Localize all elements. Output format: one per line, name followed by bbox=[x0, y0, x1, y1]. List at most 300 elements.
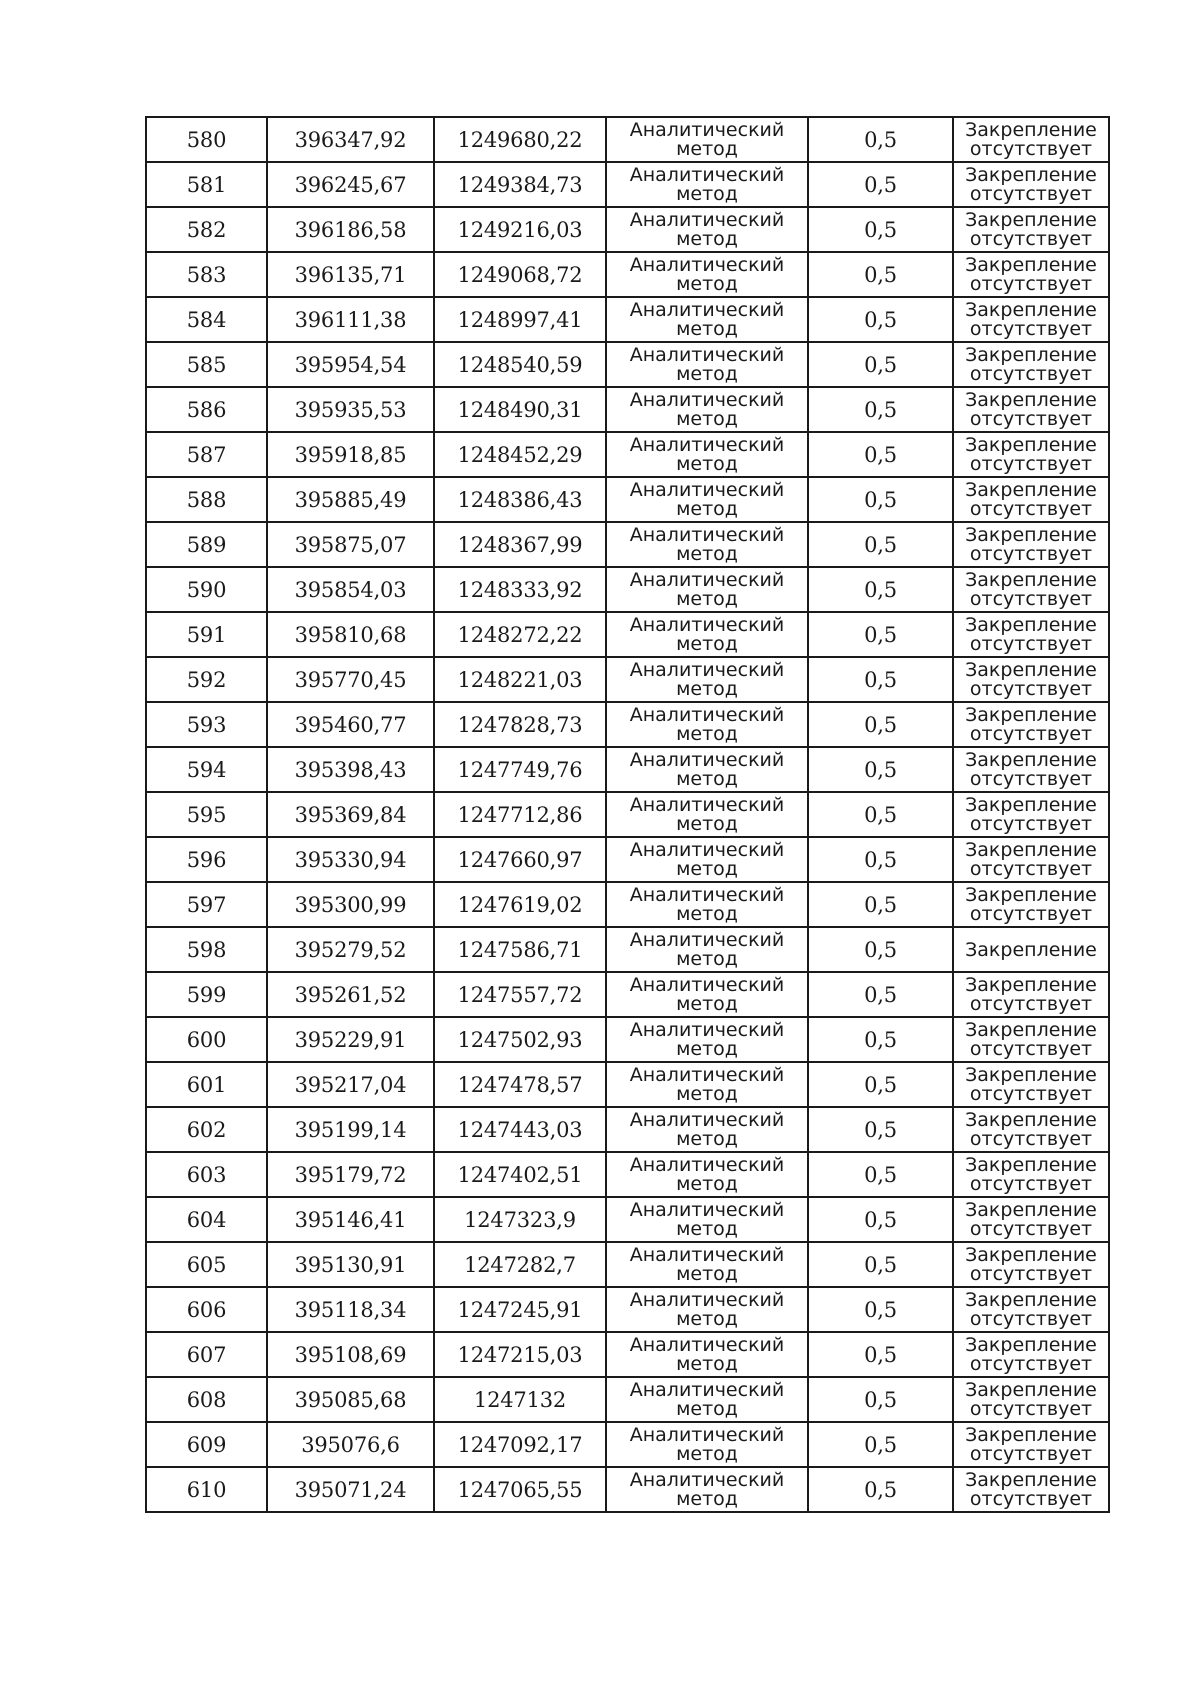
method-cell-line2: метод bbox=[676, 184, 738, 204]
method-cell-line1: Аналитический bbox=[629, 253, 785, 276]
accuracy-cell: 0,5 bbox=[808, 387, 953, 432]
accuracy-cell: 0,5 bbox=[808, 342, 953, 387]
x-coordinate-cell: 395199,14 bbox=[267, 1107, 434, 1152]
x-coordinate-cell: 395875,07 bbox=[267, 522, 434, 567]
method-cell-line2: метод bbox=[676, 229, 738, 249]
point-number-cell: 608 bbox=[146, 1377, 267, 1422]
fixing-cell-line2: отсутствует bbox=[969, 1084, 1093, 1104]
accuracy-cell: 0,5 bbox=[808, 1242, 953, 1287]
point-number-cell: 583 bbox=[146, 252, 267, 297]
fixing-cell-line1: Закрепление bbox=[965, 478, 1097, 501]
x-coordinate-cell: 395885,49 bbox=[267, 477, 434, 522]
method-cell-line2: метод bbox=[676, 1489, 738, 1509]
method-cell bbox=[606, 612, 808, 657]
x-coordinate-cell: 395300,99 bbox=[267, 882, 434, 927]
fixing-cell-line2: отсутствует bbox=[969, 364, 1093, 384]
y-coordinate-cell: 1248367,99 bbox=[434, 522, 606, 567]
fixing-cell-line1: Закрепление bbox=[965, 1198, 1097, 1221]
x-coordinate-cell: 395229,91 bbox=[267, 1017, 434, 1062]
method-cell-line1: Аналитический bbox=[629, 1198, 785, 1221]
method-cell bbox=[606, 972, 808, 1017]
accuracy-cell: 0,5 bbox=[808, 612, 953, 657]
accuracy-cell: 0,5 bbox=[808, 477, 953, 522]
table-row bbox=[146, 522, 1109, 567]
method-cell-line1: Аналитический bbox=[629, 1018, 785, 1041]
fixing-cell-line2: отсутствует bbox=[969, 1039, 1093, 1059]
method-cell-line2: метод bbox=[676, 319, 738, 339]
point-number-cell: 605 bbox=[146, 1242, 267, 1287]
method-cell-line1: Аналитический bbox=[629, 1243, 785, 1266]
y-coordinate-cell: 1249068,72 bbox=[434, 252, 606, 297]
y-coordinate-cell: 1247749,76 bbox=[434, 747, 606, 792]
table-row bbox=[146, 1467, 1109, 1512]
fixing-cell-line2: отсутствует bbox=[969, 904, 1093, 924]
y-coordinate-cell: 1247502,93 bbox=[434, 1017, 606, 1062]
fixing-cell bbox=[953, 1152, 1109, 1197]
fixing-cell-line2: отсутствует bbox=[969, 1489, 1093, 1509]
y-coordinate-cell: 1249216,03 bbox=[434, 207, 606, 252]
y-coordinate-cell: 1247478,57 bbox=[434, 1062, 606, 1107]
fixing-cell-line1: Закрепление bbox=[965, 253, 1097, 276]
y-coordinate-cell: 1247132 bbox=[434, 1377, 606, 1422]
table-row bbox=[146, 252, 1109, 297]
point-number-cell: 592 bbox=[146, 657, 267, 702]
fixing-cell bbox=[953, 1287, 1109, 1332]
fixing-cell bbox=[953, 477, 1109, 522]
y-coordinate-cell: 1247323,9 bbox=[434, 1197, 606, 1242]
fixing-cell bbox=[953, 837, 1109, 882]
table-row bbox=[146, 1062, 1109, 1107]
point-number-cell: 584 bbox=[146, 297, 267, 342]
x-coordinate-cell: 395279,52 bbox=[267, 927, 434, 972]
method-cell bbox=[606, 747, 808, 792]
fixing-cell bbox=[953, 972, 1109, 1017]
method-cell bbox=[606, 567, 808, 612]
method-cell bbox=[606, 1242, 808, 1287]
method-cell-line1: Аналитический bbox=[629, 1333, 785, 1356]
method-cell-line2: метод bbox=[676, 499, 738, 519]
method-cell bbox=[606, 432, 808, 477]
fixing-cell-line1: Закрепление bbox=[965, 1468, 1097, 1491]
fixing-cell-line2: отсутствует bbox=[969, 409, 1093, 429]
table-row bbox=[146, 1152, 1109, 1197]
method-cell bbox=[606, 387, 808, 432]
fixing-cell-line1: Закрепление bbox=[965, 883, 1097, 906]
point-number-cell: 596 bbox=[146, 837, 267, 882]
point-number-cell: 610 bbox=[146, 1467, 267, 1512]
point-number-cell: 586 bbox=[146, 387, 267, 432]
x-coordinate-cell: 395770,45 bbox=[267, 657, 434, 702]
accuracy-cell: 0,5 bbox=[808, 882, 953, 927]
fixing-cell-line2: отсутствует bbox=[969, 589, 1093, 609]
method-cell-line2: метод bbox=[676, 949, 738, 969]
method-cell bbox=[606, 342, 808, 387]
fixing-cell-line1: Закрепление bbox=[965, 1378, 1097, 1401]
y-coordinate-cell: 1248333,92 bbox=[434, 567, 606, 612]
y-coordinate-cell: 1247586,71 bbox=[434, 927, 606, 972]
fixing-cell-line2: отсутствует bbox=[969, 184, 1093, 204]
y-coordinate-cell: 1248540,59 bbox=[434, 342, 606, 387]
method-cell-line2: метод bbox=[676, 724, 738, 744]
fixing-cell-line2: отсутствует bbox=[969, 634, 1093, 654]
fixing-cell-line2: отсутствует bbox=[969, 1219, 1093, 1239]
fixing-cell-line1: Закрепление bbox=[965, 1063, 1097, 1086]
y-coordinate-cell: 1248997,41 bbox=[434, 297, 606, 342]
accuracy-cell: 0,5 bbox=[808, 927, 953, 972]
point-number-cell: 580 bbox=[146, 117, 267, 162]
y-coordinate-cell: 1248272,22 bbox=[434, 612, 606, 657]
accuracy-cell: 0,5 bbox=[808, 297, 953, 342]
method-cell-line1: Аналитический bbox=[629, 793, 785, 816]
method-cell-line1: Аналитический bbox=[629, 1063, 785, 1086]
x-coordinate-cell: 395217,04 bbox=[267, 1062, 434, 1107]
accuracy-cell: 0,5 bbox=[808, 792, 953, 837]
fixing-cell bbox=[953, 1467, 1109, 1512]
y-coordinate-cell: 1247660,97 bbox=[434, 837, 606, 882]
y-coordinate-cell: 1248386,43 bbox=[434, 477, 606, 522]
fixing-cell-line1: Закрепление bbox=[965, 1108, 1097, 1131]
coordinates-table bbox=[145, 116, 1110, 1513]
y-coordinate-cell: 1247215,03 bbox=[434, 1332, 606, 1377]
point-number-cell: 589 bbox=[146, 522, 267, 567]
y-coordinate-cell: 1247282,7 bbox=[434, 1242, 606, 1287]
accuracy-cell: 0,5 bbox=[808, 837, 953, 882]
table-row bbox=[146, 702, 1109, 747]
method-cell bbox=[606, 882, 808, 927]
accuracy-cell: 0,5 bbox=[808, 207, 953, 252]
method-cell bbox=[606, 1197, 808, 1242]
fixing-cell-line1: Закрепление bbox=[965, 343, 1097, 366]
y-coordinate-cell: 1247828,73 bbox=[434, 702, 606, 747]
method-cell-line2: метод bbox=[676, 904, 738, 924]
method-cell bbox=[606, 1017, 808, 1062]
fixing-cell-line2: отсутствует bbox=[969, 724, 1093, 744]
x-coordinate-cell: 395810,68 bbox=[267, 612, 434, 657]
fixing-cell-line2: отсутствует bbox=[969, 274, 1093, 294]
method-cell-line2: метод bbox=[676, 1354, 738, 1374]
point-number-cell: 598 bbox=[146, 927, 267, 972]
method-cell-line2: метод bbox=[676, 1174, 738, 1194]
y-coordinate-cell: 1247443,03 bbox=[434, 1107, 606, 1152]
fixing-cell-line2: отсутствует bbox=[969, 1264, 1093, 1284]
accuracy-cell: 0,5 bbox=[808, 1287, 953, 1332]
fixing-cell bbox=[953, 1107, 1109, 1152]
x-coordinate-cell: 395330,94 bbox=[267, 837, 434, 882]
fixing-cell-line1: Закрепление bbox=[965, 1243, 1097, 1266]
point-number-cell: 581 bbox=[146, 162, 267, 207]
fixing-cell bbox=[953, 1422, 1109, 1467]
table-row bbox=[146, 972, 1109, 1017]
point-number-cell: 604 bbox=[146, 1197, 267, 1242]
fixing-cell-line2: отсутствует bbox=[969, 1444, 1093, 1464]
method-cell-line1: Аналитический bbox=[629, 838, 785, 861]
fixing-cell-line1: Закрепление bbox=[965, 523, 1097, 546]
fixing-cell-line1: Закрепление bbox=[965, 748, 1097, 771]
method-cell bbox=[606, 837, 808, 882]
accuracy-cell: 0,5 bbox=[808, 702, 953, 747]
table-row bbox=[146, 612, 1109, 657]
x-coordinate-cell: 396111,38 bbox=[267, 297, 434, 342]
method-cell bbox=[606, 522, 808, 567]
table-row bbox=[146, 657, 1109, 702]
fixing-cell-line2: отсутствует bbox=[969, 499, 1093, 519]
fixing-cell bbox=[953, 1332, 1109, 1377]
x-coordinate-cell: 395085,68 bbox=[267, 1377, 434, 1422]
fixing-cell-line1: Закрепление bbox=[965, 298, 1097, 321]
table-row bbox=[146, 477, 1109, 522]
method-cell-line2: метод bbox=[676, 1129, 738, 1149]
fixing-cell-line1: Закрепление bbox=[965, 703, 1097, 726]
method-cell bbox=[606, 1467, 808, 1512]
method-cell-line1: Аналитический bbox=[629, 298, 785, 321]
point-number-cell: 587 bbox=[146, 432, 267, 477]
point-number-cell: 606 bbox=[146, 1287, 267, 1332]
x-coordinate-cell: 395935,53 bbox=[267, 387, 434, 432]
fixing-cell bbox=[953, 612, 1109, 657]
method-cell bbox=[606, 117, 808, 162]
method-cell bbox=[606, 657, 808, 702]
fixing-cell-line1: Закрепление bbox=[965, 613, 1097, 636]
method-cell bbox=[606, 927, 808, 972]
method-cell-line2: метод bbox=[676, 1309, 738, 1329]
fixing-cell-line2: отсутствует bbox=[969, 544, 1093, 564]
method-cell-line1: Аналитический bbox=[629, 1378, 785, 1401]
method-cell-line1: Аналитический bbox=[629, 658, 785, 681]
method-cell bbox=[606, 702, 808, 747]
fixing-cell-line1: Закрепление bbox=[965, 1153, 1097, 1176]
accuracy-cell: 0,5 bbox=[808, 1467, 953, 1512]
x-coordinate-cell: 395118,34 bbox=[267, 1287, 434, 1332]
table-row bbox=[146, 1287, 1109, 1332]
y-coordinate-cell: 1248452,29 bbox=[434, 432, 606, 477]
method-cell-line1: Аналитический bbox=[629, 973, 785, 996]
point-number-cell: 593 bbox=[146, 702, 267, 747]
fixing-cell bbox=[953, 1242, 1109, 1287]
point-number-cell: 601 bbox=[146, 1062, 267, 1107]
fixing-cell bbox=[953, 1197, 1109, 1242]
fixing-cell-line2: отсутствует bbox=[969, 1354, 1093, 1374]
point-number-cell: 609 bbox=[146, 1422, 267, 1467]
method-cell-line1: Аналитический bbox=[629, 1423, 785, 1446]
x-coordinate-cell: 395854,03 bbox=[267, 567, 434, 612]
accuracy-cell: 0,5 bbox=[808, 1152, 953, 1197]
point-number-cell: 594 bbox=[146, 747, 267, 792]
point-number-cell: 599 bbox=[146, 972, 267, 1017]
y-coordinate-cell: 1249680,22 bbox=[434, 117, 606, 162]
fixing-cell-line1: Закрепление bbox=[965, 208, 1097, 231]
fixing-cell-line1: Закрепление bbox=[965, 793, 1097, 816]
x-coordinate-cell: 395918,85 bbox=[267, 432, 434, 477]
method-cell-line1: Аналитический bbox=[629, 1153, 785, 1176]
method-cell-line1: Аналитический bbox=[629, 1288, 785, 1311]
fixing-cell-line1: Закрепление bbox=[965, 838, 1097, 861]
method-cell bbox=[606, 1422, 808, 1467]
method-cell-line2: метод bbox=[676, 1264, 738, 1284]
method-cell bbox=[606, 207, 808, 252]
fixing-cell-line2: отсутствует bbox=[969, 319, 1093, 339]
fixing-cell-line2: отсутствует bbox=[969, 1174, 1093, 1194]
x-coordinate-cell: 396245,67 bbox=[267, 162, 434, 207]
accuracy-cell: 0,5 bbox=[808, 162, 953, 207]
accuracy-cell: 0,5 bbox=[808, 1062, 953, 1107]
method-cell bbox=[606, 1107, 808, 1152]
x-coordinate-cell: 395954,54 bbox=[267, 342, 434, 387]
fixing-cell-line1: Закрепление bbox=[965, 1423, 1097, 1446]
method-cell-line1: Аналитический bbox=[629, 748, 785, 771]
y-coordinate-cell: 1247557,72 bbox=[434, 972, 606, 1017]
method-cell-line1: Аналитический bbox=[629, 613, 785, 636]
table-row bbox=[146, 207, 1109, 252]
table-row bbox=[146, 1107, 1109, 1152]
table-row bbox=[146, 1017, 1109, 1062]
fixing-cell-line1: Закрепление bbox=[965, 568, 1097, 591]
fixing-cell-line2: отсутствует bbox=[969, 1309, 1093, 1329]
point-number-cell: 607 bbox=[146, 1332, 267, 1377]
fixing-cell bbox=[953, 1377, 1109, 1422]
fixing-cell-line2: отсутствует bbox=[969, 139, 1093, 159]
fixing-cell bbox=[953, 387, 1109, 432]
accuracy-cell: 0,5 bbox=[808, 1422, 953, 1467]
method-cell bbox=[606, 162, 808, 207]
fixing-cell-line2: отсутствует bbox=[969, 859, 1093, 879]
method-cell-line1: Аналитический bbox=[629, 523, 785, 546]
method-cell-line2: метод bbox=[676, 454, 738, 474]
table-row bbox=[146, 1332, 1109, 1377]
x-coordinate-cell: 395398,43 bbox=[267, 747, 434, 792]
method-cell-line2: метод bbox=[676, 544, 738, 564]
fixing-cell-line1: Закрепление bbox=[965, 973, 1097, 996]
table-row bbox=[146, 747, 1109, 792]
fixing-cell bbox=[953, 432, 1109, 477]
point-number-cell: 590 bbox=[146, 567, 267, 612]
method-cell-line2: метод bbox=[676, 409, 738, 429]
fixing-cell bbox=[953, 297, 1109, 342]
method-cell-line2: метод bbox=[676, 139, 738, 159]
point-number-cell: 600 bbox=[146, 1017, 267, 1062]
fixing-cell bbox=[953, 162, 1109, 207]
accuracy-cell: 0,5 bbox=[808, 1332, 953, 1377]
y-coordinate-cell: 1247712,86 bbox=[434, 792, 606, 837]
method-cell bbox=[606, 792, 808, 837]
method-cell-line1: Аналитический bbox=[629, 568, 785, 591]
fixing-cell-line1: Закрепление bbox=[965, 1288, 1097, 1311]
point-number-cell: 595 bbox=[146, 792, 267, 837]
accuracy-cell: 0,5 bbox=[808, 432, 953, 477]
fixing-cell-line1: Закрепление bbox=[965, 658, 1097, 681]
fixing-cell bbox=[953, 252, 1109, 297]
fixing-cell-line2: отсутствует bbox=[969, 679, 1093, 699]
method-cell-line1: Аналитический bbox=[629, 163, 785, 186]
y-coordinate-cell: 1247065,55 bbox=[434, 1467, 606, 1512]
method-cell-line2: метод bbox=[676, 364, 738, 384]
table-row bbox=[146, 432, 1109, 477]
table-row bbox=[146, 927, 1109, 972]
coordinates-table-body bbox=[146, 117, 1109, 1512]
x-coordinate-cell: 395130,91 bbox=[267, 1242, 434, 1287]
y-coordinate-cell: 1247402,51 bbox=[434, 1152, 606, 1197]
method-cell bbox=[606, 252, 808, 297]
method-cell bbox=[606, 1332, 808, 1377]
method-cell-line1: Аналитический bbox=[629, 118, 785, 141]
x-coordinate-cell: 396347,92 bbox=[267, 117, 434, 162]
table-row bbox=[146, 162, 1109, 207]
fixing-cell bbox=[953, 1017, 1109, 1062]
y-coordinate-cell: 1249384,73 bbox=[434, 162, 606, 207]
accuracy-cell: 0,5 bbox=[808, 1017, 953, 1062]
method-cell-line2: метод bbox=[676, 1444, 738, 1464]
accuracy-cell: 0,5 bbox=[808, 657, 953, 702]
x-coordinate-cell: 395108,69 bbox=[267, 1332, 434, 1377]
x-coordinate-cell: 395076,6 bbox=[267, 1422, 434, 1467]
fixing-cell bbox=[953, 657, 1109, 702]
method-cell-line1: Аналитический bbox=[629, 883, 785, 906]
table-row bbox=[146, 1197, 1109, 1242]
accuracy-cell: 0,5 bbox=[808, 747, 953, 792]
fixing-cell bbox=[953, 567, 1109, 612]
y-coordinate-cell: 1247619,02 bbox=[434, 882, 606, 927]
table-row bbox=[146, 1377, 1109, 1422]
method-cell-line1: Аналитический bbox=[629, 703, 785, 726]
accuracy-cell: 0,5 bbox=[808, 522, 953, 567]
fixing-cell-line2: отсутствует bbox=[969, 994, 1093, 1014]
method-cell-line2: метод bbox=[676, 769, 738, 789]
point-number-cell: 588 bbox=[146, 477, 267, 522]
y-coordinate-cell: 1248490,31 bbox=[434, 387, 606, 432]
method-cell-line2: метод bbox=[676, 679, 738, 699]
method-cell-line1: Аналитический bbox=[629, 388, 785, 411]
table-row bbox=[146, 1242, 1109, 1287]
method-cell-line2: метод bbox=[676, 814, 738, 834]
accuracy-cell: 0,5 bbox=[808, 117, 953, 162]
accuracy-cell: 0,5 bbox=[808, 1197, 953, 1242]
table-row bbox=[146, 387, 1109, 432]
method-cell-line2: метод bbox=[676, 1399, 738, 1419]
fixing-cell-line1: Закрепление bbox=[965, 118, 1097, 141]
method-cell-line2: метод bbox=[676, 1039, 738, 1059]
fixing-cell: Закрепление bbox=[953, 927, 1109, 972]
table-row bbox=[146, 342, 1109, 387]
x-coordinate-cell: 395369,84 bbox=[267, 792, 434, 837]
table-row bbox=[146, 1422, 1109, 1467]
method-cell bbox=[606, 477, 808, 522]
y-coordinate-cell: 1247092,17 bbox=[434, 1422, 606, 1467]
method-cell bbox=[606, 1287, 808, 1332]
fixing-cell-line2: отсутствует bbox=[969, 1129, 1093, 1149]
x-coordinate-cell: 395071,24 bbox=[267, 1467, 434, 1512]
method-cell-line1: Аналитический bbox=[629, 433, 785, 456]
fixing-cell-line1: Закрепление bbox=[965, 1333, 1097, 1356]
method-cell-line1: Аналитический bbox=[629, 928, 785, 951]
method-cell-line2: метод bbox=[676, 1219, 738, 1239]
table-row bbox=[146, 117, 1109, 162]
accuracy-cell: 0,5 bbox=[808, 1377, 953, 1422]
fixing-cell-line2: отсутствует bbox=[969, 1399, 1093, 1419]
x-coordinate-cell: 396186,58 bbox=[267, 207, 434, 252]
accuracy-cell: 0,5 bbox=[808, 252, 953, 297]
fixing-cell bbox=[953, 792, 1109, 837]
fixing-cell bbox=[953, 522, 1109, 567]
point-number-cell: 585 bbox=[146, 342, 267, 387]
fixing-cell-line2: отсутствует bbox=[969, 814, 1093, 834]
method-cell-line1: Аналитический bbox=[629, 1108, 785, 1131]
accuracy-cell: 0,5 bbox=[808, 972, 953, 1017]
point-number-cell: 602 bbox=[146, 1107, 267, 1152]
table-row bbox=[146, 837, 1109, 882]
accuracy-cell: 0,5 bbox=[808, 567, 953, 612]
method-cell-line1: Аналитический bbox=[629, 343, 785, 366]
fixing-cell-line1: Закрепление bbox=[965, 163, 1097, 186]
method-cell-line2: метод bbox=[676, 994, 738, 1014]
